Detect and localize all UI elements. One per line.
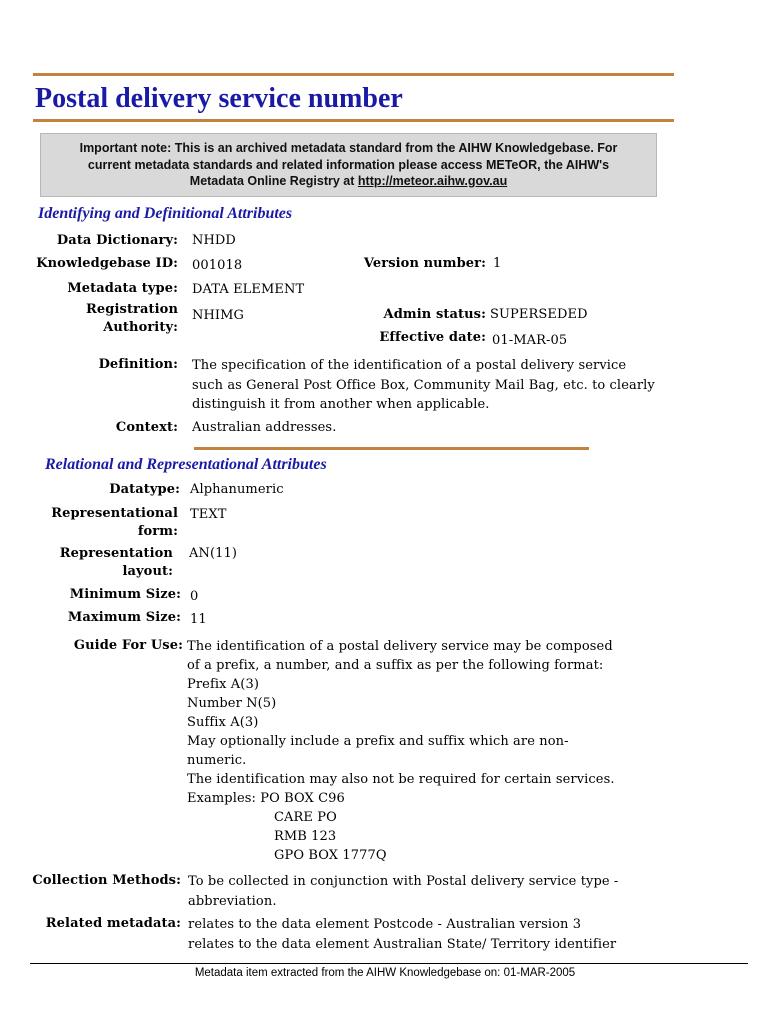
minimum-size-label: Minimum Size:	[69, 587, 181, 602]
guide-for-use-label: Guide For Use:	[73, 638, 183, 653]
representation-layout-value: AN(11)	[189, 546, 238, 561]
relational-heading: Relational and Representational Attributes	[45, 456, 327, 473]
representation-layout-label-2: layout:	[122, 564, 173, 579]
footer-rule	[30, 963, 748, 964]
section-divider	[194, 447, 589, 450]
datatype-value: Alphanumeric	[190, 482, 284, 497]
collection-line: abbreviation.	[188, 893, 277, 909]
registration-authority-label	[86, 301, 178, 337]
collection-methods-label: Collection Methods:	[32, 873, 181, 888]
related-metadata-link[interactable]: relates to the data element Postcode - Australian version 3	[188, 917, 582, 932]
registration-authority-label-1: Registration	[86, 302, 178, 317]
knowledgebase-id-label: Knowledgebase ID:	[36, 256, 178, 271]
related-metadata-link[interactable]: relates to the data element Australian State/ Territory identifier	[188, 936, 617, 952]
effective-date-value: 01-MAR-05	[492, 333, 568, 348]
minimum-size-value: 0	[190, 589, 199, 604]
representational-form-value: TEXT	[190, 507, 227, 522]
context-value: Australian addresses.	[192, 420, 337, 435]
identifying-heading: Identifying and Definitional Attributes	[38, 205, 293, 222]
admin-status-value: SUPERSEDED	[490, 307, 588, 322]
guide-line: Suffix A(3)	[187, 715, 259, 730]
notice-line-2: current metadata standards and related information please access METeOR, the AIHW's	[87, 157, 610, 172]
definition-line: such as General Post Office Box, Community Mail Bag, etc. to clearly	[192, 377, 655, 393]
knowledgebase-id-value: 001018	[192, 258, 243, 273]
definition-line: distinguish it from another when applicable.	[192, 397, 490, 412]
title-bottom-rule	[33, 119, 674, 122]
representational-form-label	[51, 505, 178, 541]
representation-layout-label	[60, 545, 173, 581]
guide-for-use-value	[187, 637, 615, 865]
page-title: Postal delivery service number	[35, 83, 403, 114]
guide-line: Number N(5)	[187, 696, 277, 711]
guide-line: The identification may also not be required for certain services.	[187, 772, 615, 787]
related-metadata-label: Related metadata:	[45, 916, 181, 931]
data-dictionary-value: NHDD	[192, 233, 236, 248]
admin-status-label: Admin status:	[383, 307, 486, 322]
collection-methods-value	[188, 872, 618, 911]
collection-line: To be collected in conjunction with Postal delivery service type -	[188, 874, 619, 889]
registration-authority-label-2: Authority:	[103, 320, 178, 335]
guide-line: Examples: PO BOX C96	[187, 791, 345, 806]
effective-date-label: Effective date:	[379, 330, 486, 345]
metadata-type-value: DATA ELEMENT	[192, 282, 305, 297]
maximum-size-label: Maximum Size:	[67, 610, 181, 625]
guide-line: of a prefix, a number, and a suffix as per the following format:	[187, 658, 604, 673]
registration-authority-value: NHIMG	[192, 308, 245, 323]
title-top-rule	[33, 73, 674, 76]
related-metadata-value	[188, 915, 616, 954]
version-number-label: Version number:	[363, 256, 486, 271]
metadata-type-label: Metadata type:	[67, 281, 178, 296]
guide-line: The identification of a postal delivery service may be composed	[187, 639, 613, 654]
guide-example: RMB 123	[274, 829, 337, 844]
representation-layout-label-1: Representation	[59, 546, 173, 561]
datatype-label: Datatype:	[109, 482, 180, 497]
guide-example: GPO BOX 1777Q	[274, 848, 387, 863]
footer-text: Metadata item extracted from the AIHW Knowledgebase on: 01-MAR-2005	[194, 967, 576, 979]
definition-value	[192, 356, 655, 415]
version-number-value: 1	[493, 256, 502, 271]
maximum-size-value: 11	[190, 612, 207, 627]
data-dictionary-label: Data Dictionary:	[56, 233, 178, 248]
guide-example: CARE PO	[274, 810, 337, 825]
definition-line: The specification of the identification of a postal delivery service	[192, 358, 627, 373]
guide-line: May optionally include a prefix and suffix which are non-	[187, 734, 569, 749]
guide-line: numeric.	[187, 753, 247, 768]
meteor-link[interactable]: http://meteor.aihw.gov.au	[357, 174, 508, 188]
representational-form-label-2: form:	[137, 524, 178, 539]
archive-notice	[40, 133, 657, 197]
representational-form-label-1: Representational	[51, 506, 178, 521]
notice-line-3: Metadata Online Registry at	[189, 174, 358, 188]
guide-line: Prefix A(3)	[187, 677, 259, 692]
notice-line-1: Important note: This is an archived metadata standard from the AIHW Knowledgebase. For	[79, 141, 618, 155]
context-label: Context:	[115, 420, 178, 435]
definition-label: Definition:	[98, 357, 178, 372]
